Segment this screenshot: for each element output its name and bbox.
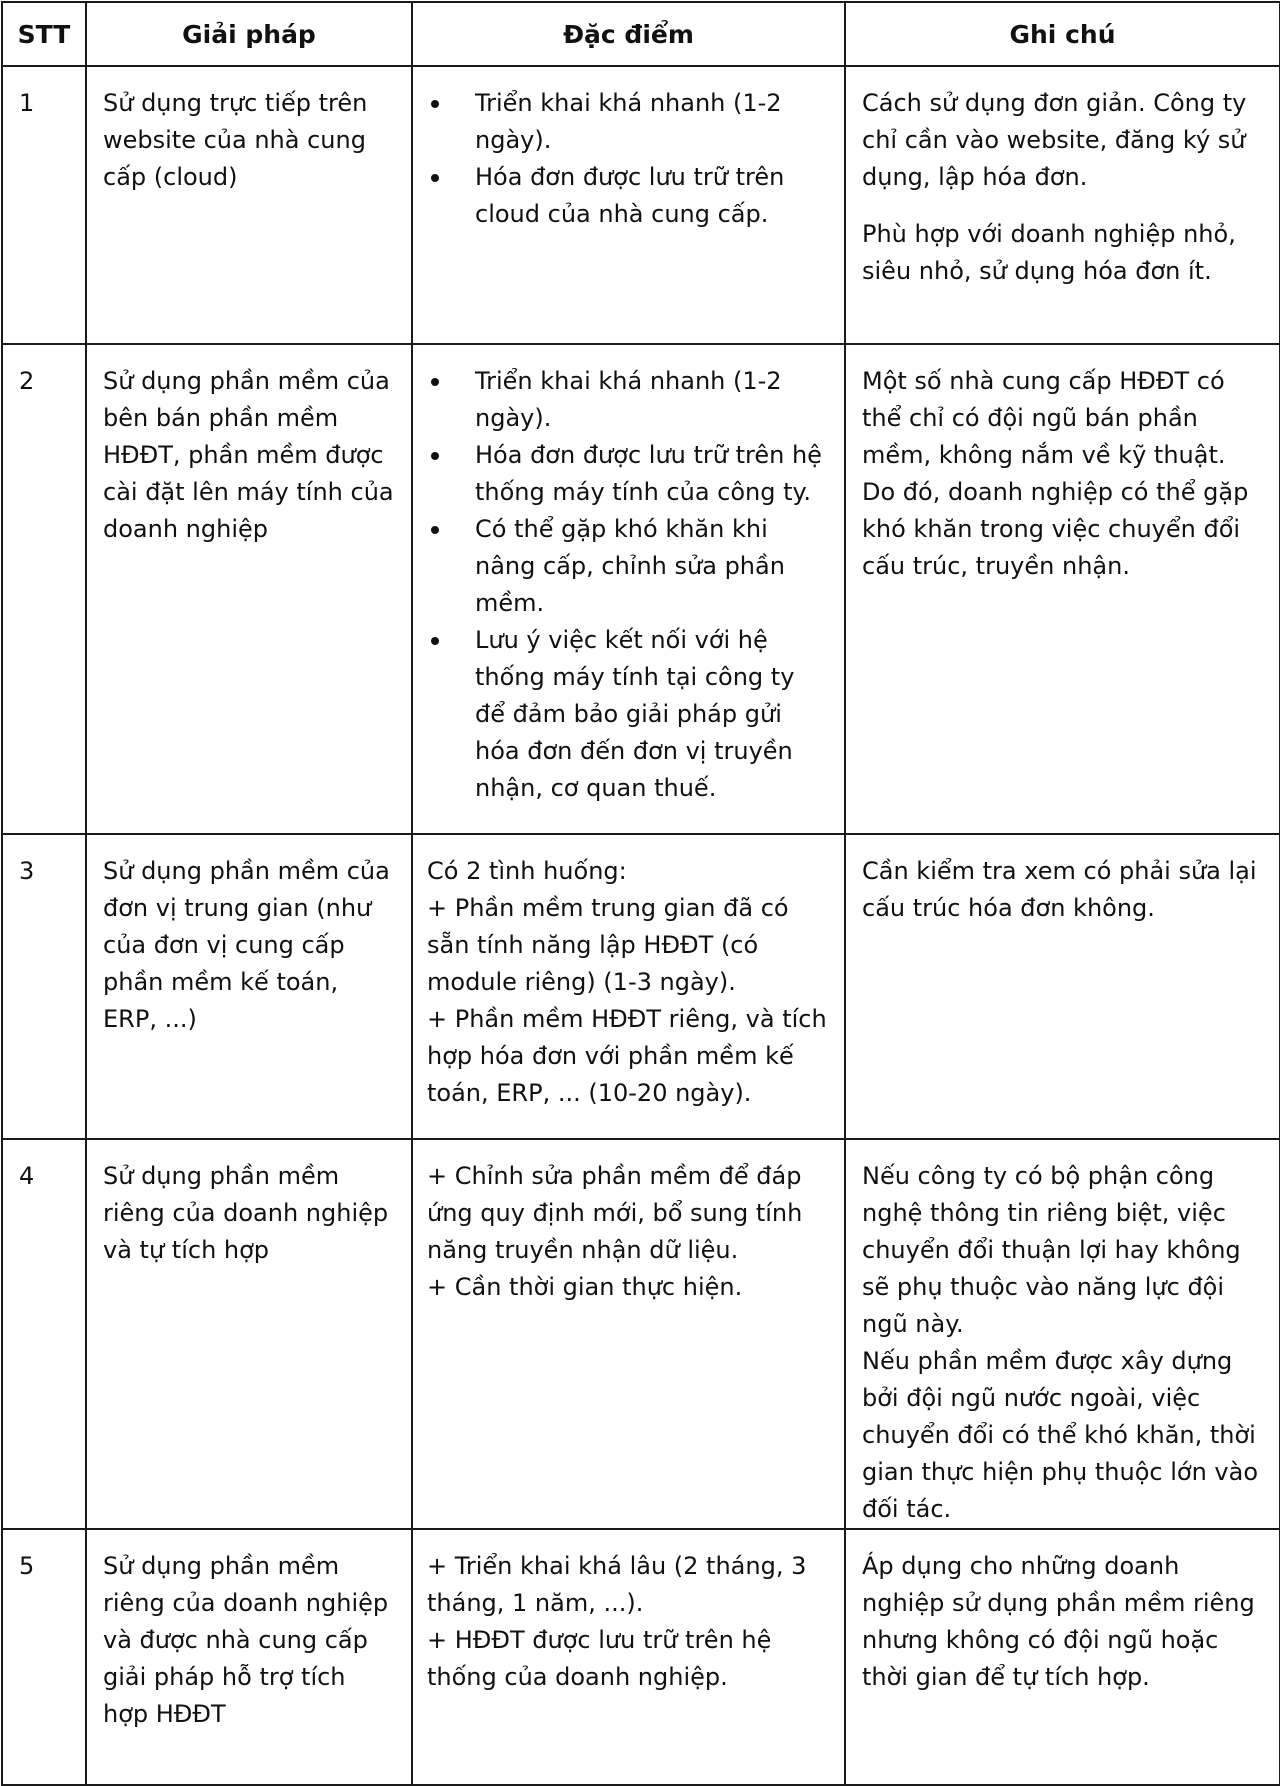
notes-cell <box>845 1139 1280 1529</box>
solution-text: Sử dụng phần mềm của bên bán phần mềm HĐĐT, phần mềm được cài đặt lên máy tính của doanh nghiệp <box>103 367 394 543</box>
solution-cell <box>86 344 412 834</box>
solution-cell <box>86 1139 412 1529</box>
note-paragraph: Phù hợp với doanh nghiệp nhỏ, siêu nhỏ, sử dụng hóa đơn ít. <box>862 220 1236 285</box>
header-solution: Giải pháp <box>86 2 412 66</box>
notes-cell <box>845 1529 1280 1785</box>
list-item: Triển khai khá nhanh (1-2 ngày). <box>427 363 832 437</box>
list-item: Có thể gặp khó khăn khi nâng cấp, chỉnh sửa phần mềm. <box>427 511 832 622</box>
note-paragraph: Cần kiểm tra xem có phải sửa lại cấu trúc hóa đơn không. <box>862 857 1257 922</box>
note-paragraph: Áp dụng cho những doanh nghiệp sử dụng phần mềm riêng nhưng không có đội ngũ hoặc thời gian để tự tích hợp. <box>862 1552 1255 1691</box>
features-cell <box>412 1529 845 1785</box>
header-stt: STT <box>2 2 86 66</box>
features-list <box>427 85 832 233</box>
solutions-table-container <box>1 1 1279 1756</box>
table-header-row <box>2 2 1280 66</box>
table-row <box>2 834 1280 1139</box>
note-paragraph: Cách sử dụng đơn giản. Công ty chỉ cần vào website, đăng ký sử dụng, lập hóa đơn. <box>862 89 1247 191</box>
feature-line: + Triển khai khá lâu (2 tháng, 3 tháng, 1 năm, ...). <box>427 1552 807 1617</box>
table-row <box>2 344 1280 834</box>
features-cell <box>412 344 845 834</box>
stt-cell <box>2 834 86 1139</box>
stt-cell <box>2 344 86 834</box>
list-item: Triển khai khá nhanh (1-2 ngày). <box>427 85 832 159</box>
solution-text: Sử dụng phần mềm riêng của doanh nghiệp và được nhà cung cấp giải pháp hỗ trợ tích hợp HĐĐT <box>103 1552 389 1728</box>
features-cell <box>412 834 845 1139</box>
solution-text: Sử dụng trực tiếp trên website của nhà cung cấp (cloud) <box>103 89 368 191</box>
stt-cell <box>2 66 86 344</box>
table-row <box>2 66 1280 344</box>
solution-cell <box>86 1529 412 1785</box>
header-features: Đặc điểm <box>412 2 845 66</box>
row-number: 5 <box>19 1552 35 1580</box>
list-item: Hóa đơn được lưu trữ trên hệ thống máy tính của công ty. <box>427 437 832 511</box>
solution-cell <box>86 834 412 1139</box>
notes-cell <box>845 344 1280 834</box>
table-row <box>2 1139 1280 1529</box>
feature-line: + Phần mềm trung gian đã có sẵn tính năng lập HĐĐT (có module riêng) (1-3 ngày). <box>427 894 789 996</box>
features-cell <box>412 66 845 344</box>
feature-line: + HĐĐT được lưu trữ trên hệ thống của doanh nghiệp. <box>427 1626 772 1691</box>
solutions-table <box>1 1 1280 1786</box>
table-row <box>2 1529 1280 1785</box>
solution-text: Sử dụng phần mềm của đơn vị trung gian (như của đơn vị cung cấp phần mềm kế toán, ERP, ...) <box>103 857 390 1033</box>
solution-cell <box>86 66 412 344</box>
notes-cell <box>845 66 1280 344</box>
notes-cell <box>845 834 1280 1139</box>
stt-cell <box>2 1139 86 1529</box>
list-item: Hóa đơn được lưu trữ trên cloud của nhà cung cấp. <box>427 159 832 233</box>
feature-line: + Cần thời gian thực hiện. <box>427 1273 743 1301</box>
row-number: 2 <box>19 367 35 395</box>
stt-cell <box>2 1529 86 1785</box>
solution-text: Sử dụng phần mềm riêng của doanh nghiệp và tự tích hợp <box>103 1162 389 1264</box>
note-paragraph: Nếu phần mềm được xây dựng bởi đội ngũ nước ngoài, việc chuyển đổi có thể khó khăn, thời gian thực hiện phụ thuộc lớn vào đối tác. <box>862 1347 1258 1523</box>
feature-line: + Chỉnh sửa phần mềm để đáp ứng quy định mới, bổ sung tính năng truyền nhận dữ liệu. <box>427 1162 803 1264</box>
note-paragraph: Nếu công ty có bộ phận công nghệ thông tin riêng biệt, việc chuyển đổi thuận lợi hay không sẽ phụ thuộc vào năng lực đội ngũ này. <box>862 1162 1241 1338</box>
row-number: 3 <box>19 857 35 885</box>
row-number: 4 <box>19 1162 35 1190</box>
features-cell <box>412 1139 845 1529</box>
row-number: 1 <box>19 89 35 117</box>
note-paragraph: Một số nhà cung cấp HĐĐT có thể chỉ có đội ngũ bán phần mềm, không nắm về kỹ thuật. Do đó, doanh nghiệp có thể gặp khó khăn trong việc chuyển đổi cấu trúc, truyền nhận. <box>862 367 1249 580</box>
features-list <box>427 363 832 807</box>
feature-line: + Phần mềm HĐĐT riêng, và tích hợp hóa đơn với phần mềm kế toán, ERP, ... (10-20 ngày). <box>427 1005 827 1107</box>
feature-line: Có 2 tình huống: <box>427 857 627 885</box>
header-notes: Ghi chú <box>845 2 1280 66</box>
list-item: Lưu ý việc kết nối với hệ thống máy tính tại công ty để đảm bảo giải pháp gửi hóa đơn đến đơn vị truyền nhận, cơ quan thuế. <box>427 622 832 807</box>
